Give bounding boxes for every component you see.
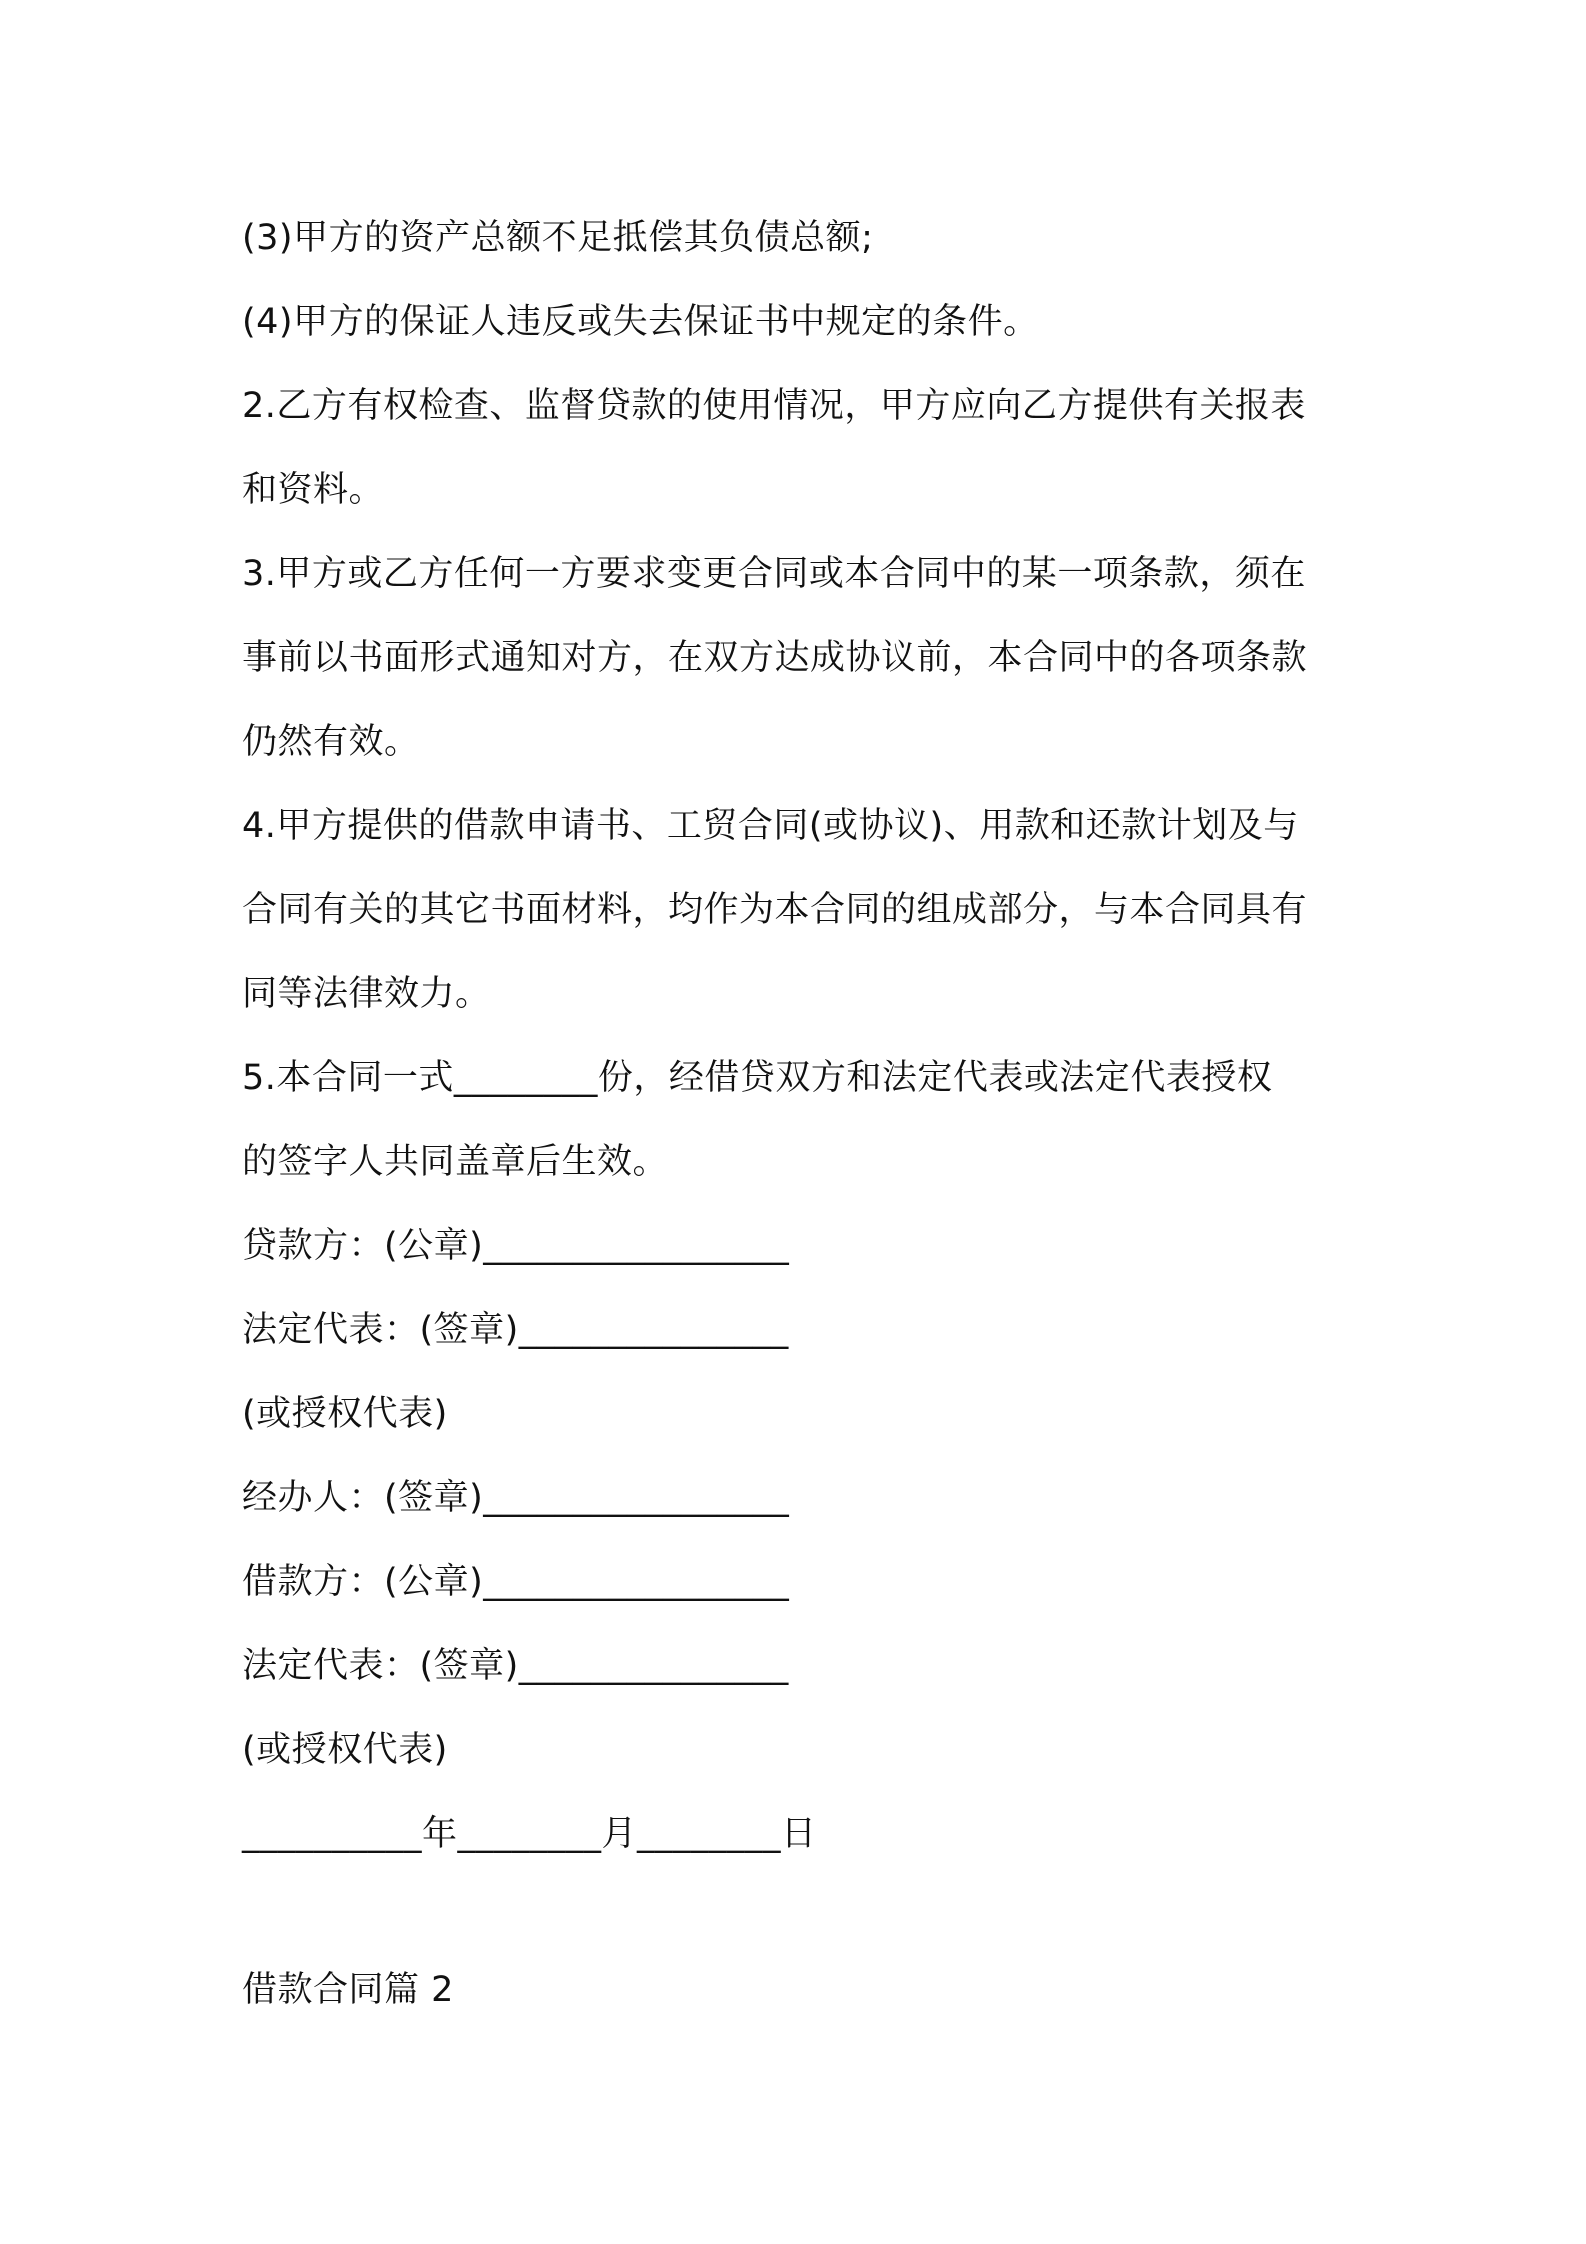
lender-authorized-rep-note: (或授权代表) xyxy=(242,1394,448,1434)
clause-5-line-2: 的签字人共同盖章后生效。 xyxy=(242,1142,669,1182)
date-line: __________年________月________日 xyxy=(242,1814,817,1854)
clause-4-line-1: 4.甲方提供的借款申请书、工贸合同(或协议)、用款和还款计划及与 xyxy=(242,806,1299,846)
clause-3-line-2: 事前以书面形式通知对方，在双方达成协议前，本合同中的各项条款 xyxy=(242,638,1308,678)
handler-signature-line: 经办人：(签章)_________________ xyxy=(242,1478,790,1518)
section-gap xyxy=(242,1876,1362,1948)
clause-5-line-1: 5.本合同一式________份，经借贷双方和法定代表或法定代表授权 xyxy=(242,1058,1273,1098)
borrower-seal-line: 借款方：(公章)_________________ xyxy=(242,1562,790,1602)
clause-3-line-1: 3.甲方或乙方任何一方要求变更合同或本合同中的某一项条款，须在 xyxy=(242,554,1306,594)
lender-seal-line: 贷款方：(公章)_________________ xyxy=(242,1226,790,1266)
clause-4-line-2: 合同有关的其它书面材料，均作为本合同的组成部分，与本合同具有 xyxy=(242,890,1308,930)
section-title: 借款合同篇 2 xyxy=(242,1970,454,2010)
lender-legal-rep-line: 法定代表：(签章)_______________ xyxy=(242,1310,789,1350)
document-body xyxy=(242,196,1362,2032)
clause-3-line-3: 仍然有效。 xyxy=(242,722,420,762)
clause-3-3: (3)甲方的资产总额不足抵偿其负债总额; xyxy=(242,218,874,258)
clause-3-4: (4)甲方的保证人违反或失去保证书中规定的条件。 xyxy=(242,302,1039,342)
borrower-legal-rep-line: 法定代表：(签章)_______________ xyxy=(242,1646,789,1686)
borrower-authorized-rep-note: (或授权代表) xyxy=(242,1730,448,1770)
clause-4-line-3: 同等法律效力。 xyxy=(242,974,491,1014)
clause-2-line-2: 和资料。 xyxy=(242,470,385,510)
clause-2-line-1: 2.乙方有权检查、监督贷款的使用情况，甲方应向乙方提供有关报表 xyxy=(242,386,1306,426)
